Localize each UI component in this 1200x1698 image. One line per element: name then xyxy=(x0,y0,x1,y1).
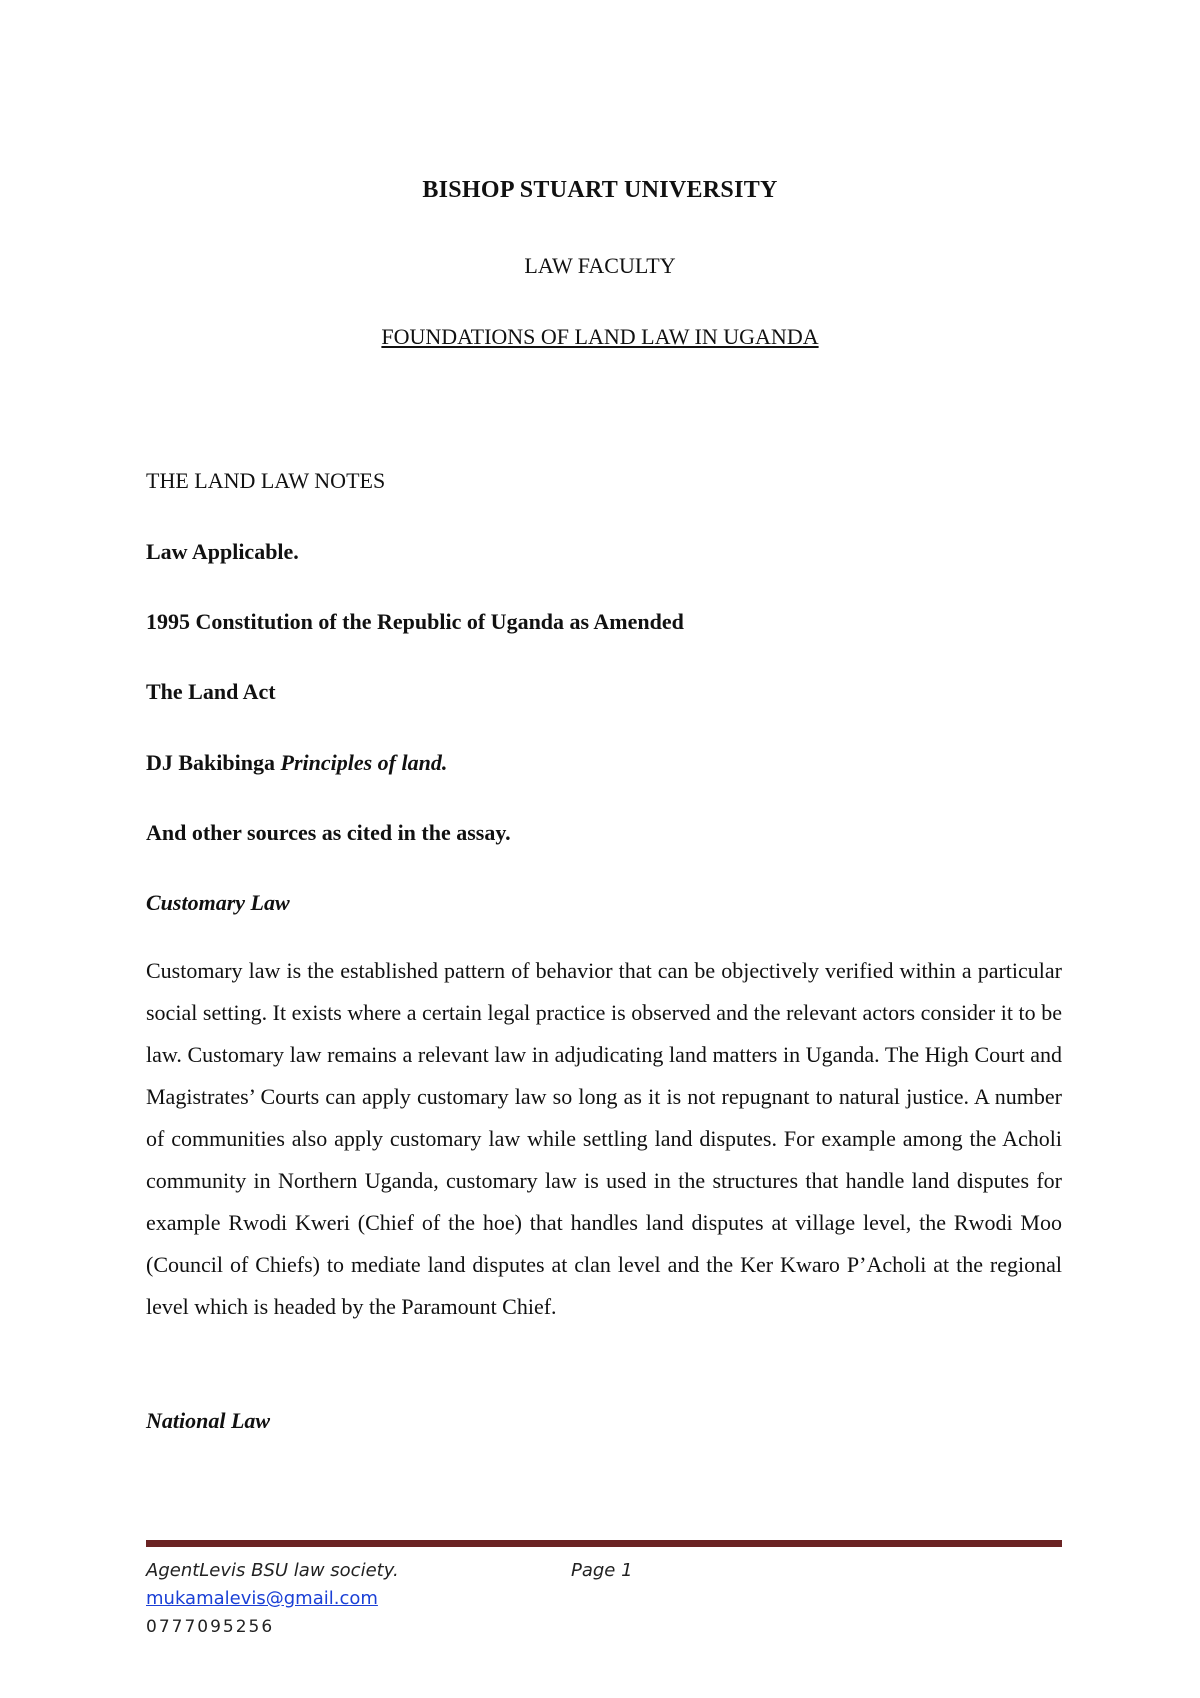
customary-law-heading: Customary Law xyxy=(146,890,290,915)
footer-page-number: Page 1 xyxy=(571,1560,633,1581)
bakibinga-book-title: Principles of land. xyxy=(280,750,448,775)
national-law-heading: National Law xyxy=(146,1408,271,1433)
university-title: BISHOP STUART UNIVERSITY xyxy=(422,177,778,203)
land-act-reference: The Land Act xyxy=(146,679,276,704)
notes-title: THE LAND LAW NOTES xyxy=(146,468,386,493)
footer-divider xyxy=(146,1540,1062,1547)
footer-email-link[interactable]: mukamalevis@gmail.com xyxy=(146,1588,378,1609)
other-sources-note: And other sources as cited in the assay. xyxy=(146,820,511,845)
law-applicable-heading: Law Applicable. xyxy=(146,539,299,564)
course-title: FOUNDATIONS OF LAND LAW IN UGANDA xyxy=(381,324,819,349)
footer-society: AgentLevis BSU law society. xyxy=(146,1560,399,1581)
customary-law-paragraph: Customary law is the established pattern of behavior that can be objectively verified within a particular social setting. It exists where a certain legal practice is observed and the relevant actors consider it to be law. Customary law remains a relevant law in adjudicating land matters in Uganda. The High Court and Magistrates’ Courts can apply customary law so long as it is not repugnant to natural justice. A number of communities also apply customary law while settling land disputes. For example among the Acholi community in Northern Uganda, customary law is used in the structures that handle land disputes for example Rwodi Kweri (Chief of the hoe) that handles land disputes at village level, the Rwodi Moo (Council of Chiefs) to mediate land disputes at clan level and the Ker Kwaro P’Acholi at the regional level which is headed by the Paramount Chief. xyxy=(146,958,1062,1319)
constitution-reference: 1995 Constitution of the Republic of Uganda as Amended xyxy=(146,609,684,634)
bakibinga-reference xyxy=(146,750,1062,776)
bakibinga-author: DJ Bakibinga xyxy=(146,750,281,775)
faculty-title: LAW FACULTY xyxy=(524,253,676,278)
footer-phone: 0777095256 xyxy=(146,1617,275,1637)
